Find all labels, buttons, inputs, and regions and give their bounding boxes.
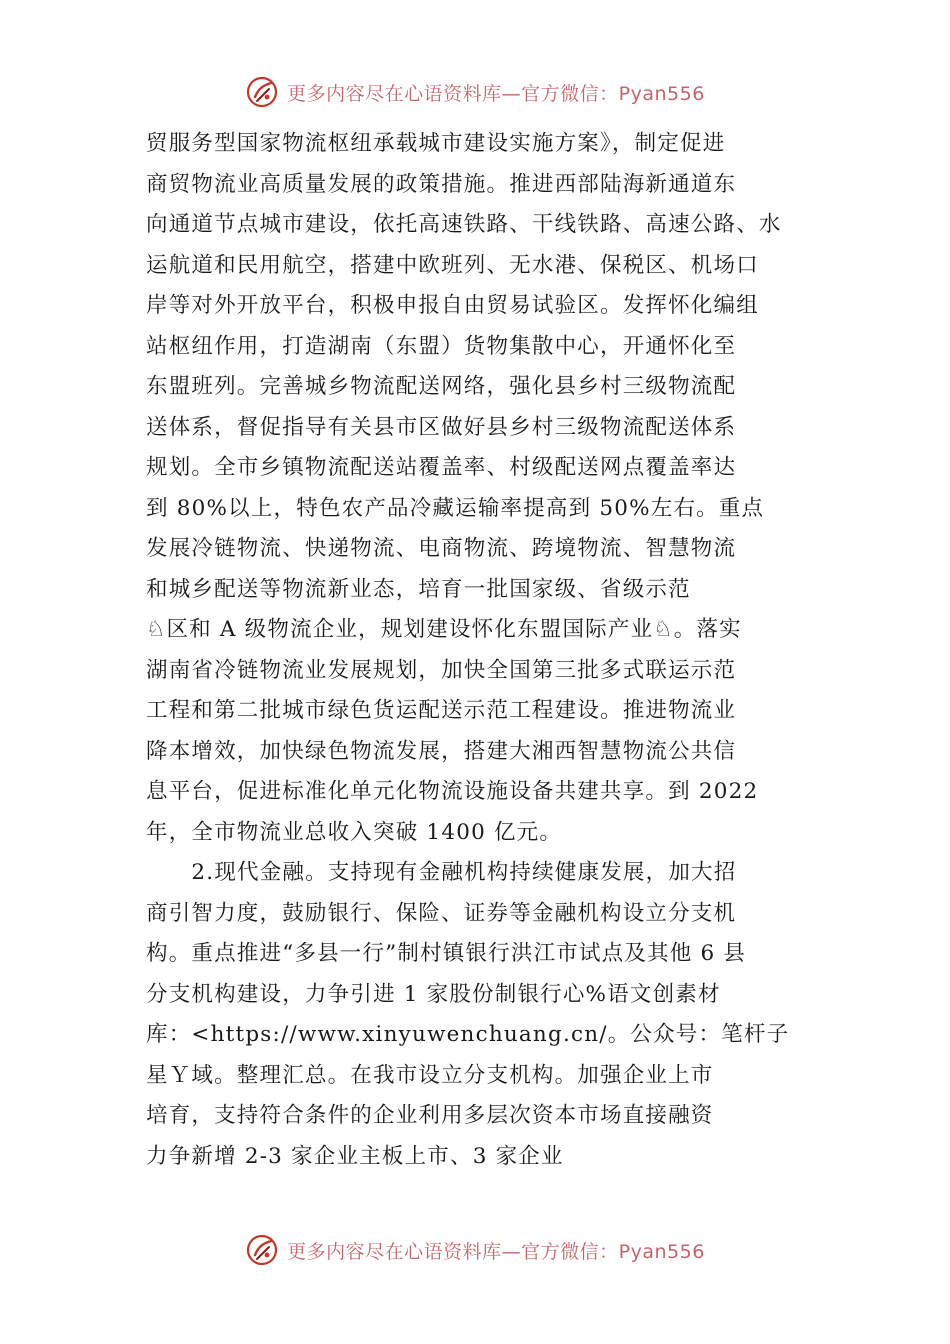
- text-line: 年，全市物流业总收入突破 1400 亿元。: [146, 819, 563, 845]
- text-line: 和城乡配送等物流新业态，培育一批国家级、省级示范: [146, 576, 691, 602]
- text-line: 运航道和民用航空，搭建中欧班列、无水港、保税区、机场口: [146, 252, 759, 278]
- text-line: 培育，支持符合条件的企业利用多层次资本市场直接融资: [146, 1103, 714, 1128]
- watermark-text: 更多内容尽在心语资料库—官方微信：Pyan556: [287, 1240, 705, 1263]
- text-line: 发展冷链物流、快递物流、电商物流、跨境物流、智慧物流: [146, 536, 737, 561]
- text-line: 息平台，促进标准化单元化物流设施设备共建共享。到 2022: [146, 779, 759, 804]
- document-body: [146, 124, 818, 1177]
- text-line: 东盟班列。完善城乡物流配送网络，强化县乡村三级物流配: [146, 374, 737, 399]
- text-line: 力争新增 2-3 家企业主板上市、3 家企业: [146, 1143, 564, 1169]
- seal-logo-icon: [245, 1233, 279, 1267]
- text-line: 岸等对外开放平台，积极申报自由贸易试验区。发挥怀化编组: [146, 293, 759, 318]
- text-line: 构。重点推进“多县一行”制村镇银行洪江市试点及其他 6 县: [146, 941, 747, 966]
- text-line: 库：<https://www.xinyuwenchuang.cn/。公众号：笔杆子: [146, 1022, 790, 1047]
- seal-logo-icon: [245, 75, 279, 109]
- text-line: 湖南省冷链物流业发展规划，加快全国第三批多式联运示范: [146, 657, 737, 683]
- text-line: 工程和第二批城市绿色货运配送示范工程建设。推进物流业: [146, 698, 737, 723]
- footer-watermark: [0, 1230, 950, 1270]
- text-line: 2.现代金融。支持现有金融机构持续健康发展，加大招: [146, 860, 737, 885]
- text-line: 向通道节点城市建设，依托高速铁路、干线铁路、高速公路、水: [146, 212, 782, 237]
- header-watermark: [0, 72, 950, 112]
- text-line: 贸服务型国家物流枢纽承载城市建设实施方案》，制定促进: [146, 131, 726, 156]
- watermark-text: 更多内容尽在心语资料库—官方微信：Pyan556: [287, 82, 705, 105]
- text-line: 分支机构建设，力争引进 1 家股份制银行心%语文创素材: [146, 981, 721, 1007]
- text-line: 星Ｙ域。整理汇总。在我市设立分支机构。加强企业上市: [146, 1062, 714, 1088]
- text-line: 到 80%以上，特色农产品冷藏运输率提高到 50%左右。重点: [146, 495, 765, 521]
- text-line: 商引智力度，鼓励银行、保险、证券等金融机构设立分支机: [146, 900, 737, 926]
- text-line: 送体系，督促指导有关县市区做好县乡村三级物流配送体系: [146, 414, 737, 440]
- text-line: 降本增效，加快绿色物流发展，搭建大湘西智慧物流公共信: [146, 738, 737, 764]
- text-line: 规划。全市乡镇物流配送站覆盖率、村级配送网点覆盖率达: [146, 455, 737, 480]
- text-line: 站枢纽作用，打造湖南（东盟）货物集散中心，开通怀化至: [146, 333, 737, 359]
- text-line: 商贸物流业高质量发展的政策措施。推进西部陆海新通道东: [146, 171, 737, 197]
- text-line: ♘区和 A 级物流企业，规划建设怀化东盟国际产业♘。落实: [146, 617, 742, 642]
